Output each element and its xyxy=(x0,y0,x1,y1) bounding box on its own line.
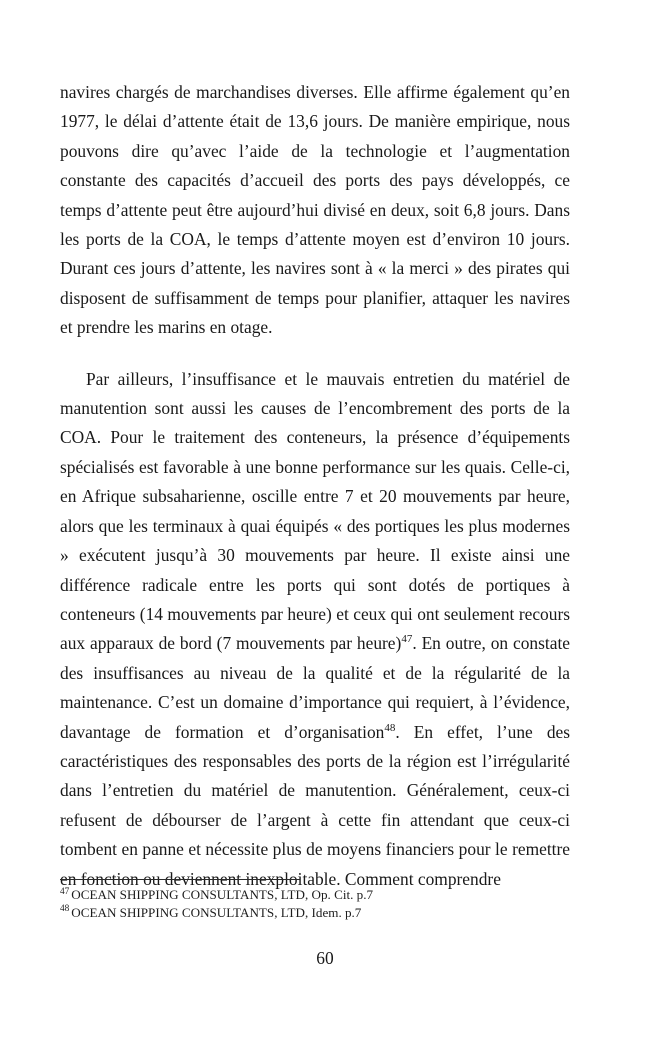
footnote-item xyxy=(60,904,570,922)
page-number: 60 xyxy=(316,948,334,968)
footnote-marker: 47 xyxy=(60,886,70,897)
paragraph-2: Par ailleurs, l’insuffisance et le mauvais entretien du matériel de manutention sont aussi les causes de l’encombrement des ports de la COA. Pour le traitement des conteneurs, la présence d’équipements spécialisés est favorable à une bonne performance sur les quais. Celle-ci, en Afrique subsaharienne, oscille entre 7 et 20 mouvements par heure, alors que les terminaux à quai équipés « des portiques les plus modernes » exécutent jusqu’à 30 mouvements par heure. Il existe ainsi une différence radicale entre les ports qui sont dotés de portiques à conteneurs (14 mouvements par heure) et ceux qui ont seulement recours aux apparaux de bord (7 mouvements par heure)$^{47}$. En outre, on constate des insuffisances au niveau de la qualité et de la régularité de la maintenance. C’est un domaine d’importance qui requiert, à l’évidence, davantage de formation et d’organisation$^{48}$. En effet, l’une des caractéristiques des responsables des ports de la région est l’irrégularité dans l’entretien du matériel de manutention. Généralement, ceux-ci refusent de débourser de l’argent à cette fin attendant que ceux-ci tombent en panne et nécessite plus de moyens financiers pour le remettre en fonction ou deviennent inexploitable. Comment comprendre xyxy=(60,368,571,889)
footnote-separator-rule xyxy=(60,879,300,880)
footnote-text: OCEAN SHIPPING CONSULTANTS, LTD, Idem. p.7 xyxy=(71,904,362,920)
footnote-marker: 48 xyxy=(60,904,70,915)
footnote-text: OCEAN SHIPPING CONSULTANTS, LTD, Op. Cit. p.7 xyxy=(71,887,374,902)
footnote-item xyxy=(60,886,570,904)
footnote-reference-48[interactable]: 48 xyxy=(384,721,396,734)
paragraph-1: navires chargés de marchandises diverses. Elle affirme également qu’en 1977, le délai d’attente était de 13,6 jours. De manière empirique, nous pouvons dire qu’avec l’aide de la technologie et l’augmentation constante des capacités d’accueil des ports des pays développés, ce temps d’attente peut être aujourd’hui divisé en deux, soit 6,8 jours. Dans les ports de la COA, le temps d’attente moyen est d’environ 10 jours. Durant ces jours d’attente, les navires sont à « la merci » des pirates qui disposent de suffisamment de temps pour planifier, attaquer les navires et prendre les marins en otage. xyxy=(60,82,570,338)
footnote-section xyxy=(60,879,570,921)
body-text-block xyxy=(60,78,570,894)
footnote-reference-47[interactable]: 47 xyxy=(401,633,413,646)
